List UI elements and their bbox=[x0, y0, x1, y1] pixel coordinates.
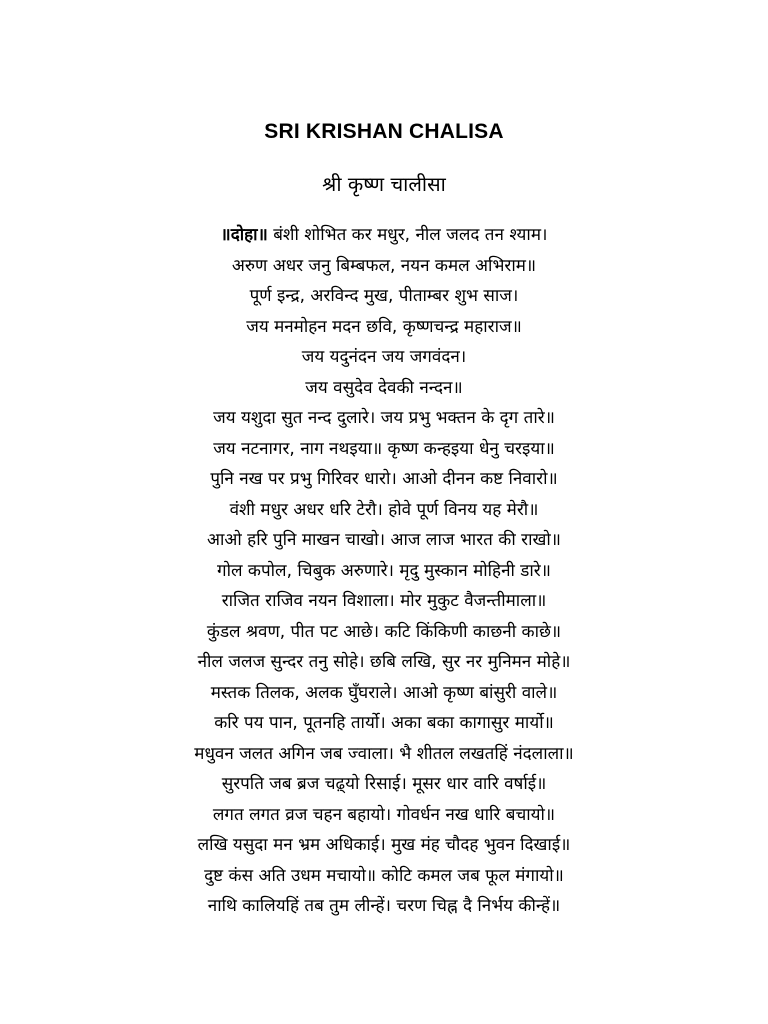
verse-line: नाथि कालियहिं तब तुम लीन्हें। चरण चिह्न दै निर्भय कीन्हें॥ bbox=[207, 896, 561, 916]
doha-label: ॥दोहा॥ bbox=[220, 225, 268, 245]
document-subtitle: श्री कृष्ण चालीसा bbox=[322, 172, 446, 196]
verse-line: दुष्ट कंस अति उधम मचायो॥ कोटि कमल जब फूल मंगायो॥ bbox=[204, 865, 564, 886]
verse-line: अरुण अधर जनु बिम्बफल, नयन कमल अभिराम॥ bbox=[231, 255, 537, 276]
verse-line: राजित राजिव नयन विशाला। मोर मुकुट वैजन्तीमाला॥ bbox=[221, 591, 547, 611]
verse-line: पूर्ण इन्द्र, अरविन्द मुख, पीताम्बर शुभ साज। bbox=[249, 286, 519, 306]
verse-line: जय यशुदा सुत नन्द दुलारे। जय प्रभु भक्तन के दृग तारे॥ bbox=[213, 408, 555, 428]
verse-line: जय वसुदेव देवकी नन्दन॥ bbox=[305, 377, 463, 398]
verse-line bbox=[0, 220, 768, 251]
document-title: SRI KRISHAN CHALISA bbox=[264, 120, 504, 143]
verse-line: करि पय पान, पूतनहि तार्यो। अका बका कागासुर मार्यो॥ bbox=[214, 713, 554, 733]
verse-line: जय नटनागर, नाग नथइया॥ कृष्ण कन्हइया धेनु चरइया॥ bbox=[213, 438, 555, 459]
verse-line: जय यदुनंदन जय जगवंदन। bbox=[301, 347, 467, 367]
verse-line: पुनि नख पर प्रभु गिरिवर धारो। आओ दीनन कष्ट निवारो॥ bbox=[210, 469, 558, 489]
verse-line: लगत लगत व्रज चहन बहायो। गोवर्धन नख धारि बचायो॥ bbox=[212, 804, 556, 825]
verse-line: मधुवन जलत अगिन जब ज्वाला। भै शीतल लखतहिं नंदलाला॥ bbox=[194, 743, 574, 764]
verse-line: मस्तक तिलक, अलक घुँघराले। आओ कृष्ण बांसुरी वाले॥ bbox=[210, 682, 558, 703]
verse-line: वंशी मधुर अधर धरि टेरौ। होवे पूर्ण विनय यह मेरौ॥ bbox=[229, 499, 539, 520]
verse-line: जय मनमोहन मदन छवि, कृष्णचन्द्र महाराज॥ bbox=[246, 316, 522, 337]
verse-list bbox=[0, 220, 768, 922]
verse-line: गोल कपोल, चिबुक अरुणारे। मृदु मुस्कान मोहिनी डारे॥ bbox=[217, 560, 551, 581]
verse-line: नील जलज सुन्दर तनु सोहे। छबि लखि, सुर नर मुनिमन मोहे॥ bbox=[197, 652, 571, 672]
verse-line: आओ हरि पुनि माखन चाखो। आज लाज भारत की राखो॥ bbox=[207, 530, 561, 550]
verse-text: बंशी शोभित कर मधुर, नील जलद तन श्याम। bbox=[273, 225, 548, 245]
verse-line: सुरपति जब ब्रज चढ़्यो रिसाई। मूसर धार वारि वर्षाई॥ bbox=[221, 774, 547, 794]
verse-line: कुंडल श्रवण, पीत पट आछे। कटि किंकिणी काछनी काछे॥ bbox=[206, 621, 562, 642]
verse-line: लखि यसुदा मन भ्रम अधिकाई। मुख मंह चौदह भुवन दिखाई॥ bbox=[197, 835, 571, 855]
